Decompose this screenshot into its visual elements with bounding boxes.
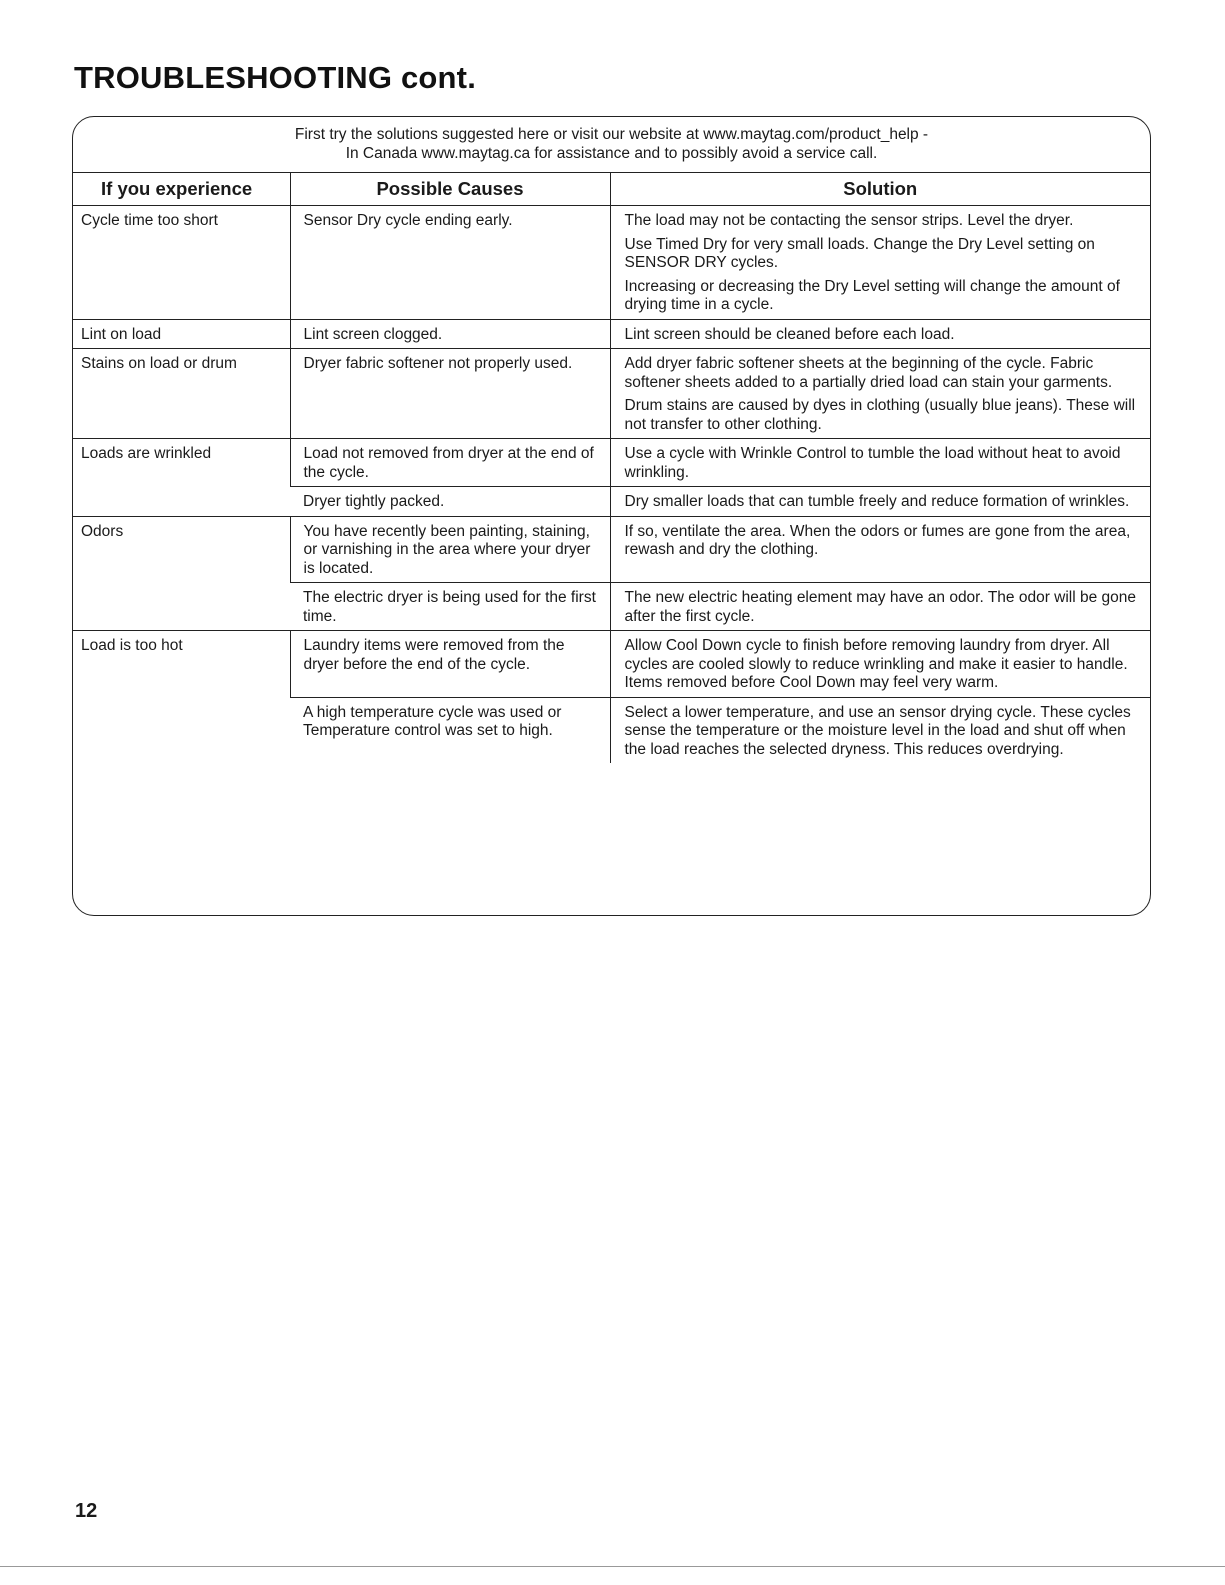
solution-paragraph: The load may not be contacting the sensor strips. Level the dryer.	[624, 212, 1074, 229]
solution-paragraph: Drum stains are caused by dyes in clothing (usually blue jeans). These will not transfer to other clothing.	[624, 397, 1136, 433]
solution-paragraph: Allow Cool Down cycle to finish before removing laundry from dryer. All cycles are cooled slowly to reduce wrinkling and make it easier to handle. Items removed before Cool Down may feel very warm.	[624, 637, 1128, 691]
problem-cell: Odors	[73, 516, 290, 631]
cause-cell: Sensor Dry cycle ending early.	[290, 206, 610, 320]
solution-cell	[610, 349, 1150, 439]
cause-cell: A high temperature cycle was used or Temperature control was set to high.	[290, 697, 610, 763]
table-row	[73, 319, 1150, 349]
table-row	[73, 631, 1150, 698]
solution-paragraph: Add dryer fabric softener sheets at the beginning of the cycle. Fabric softener sheets added to a partially dried load can stain your garments.	[624, 355, 1113, 391]
cause-cell: You have recently been painting, staining, or varnishing in the area where your dryer is located.	[290, 516, 610, 583]
problem-cell: Lint on load	[73, 319, 290, 349]
table-row	[73, 206, 1150, 320]
solution-cell	[610, 206, 1150, 320]
cause-cell: Lint screen clogged.	[290, 319, 610, 349]
troubleshooting-table	[73, 173, 1150, 763]
header-solution: Solution	[610, 173, 1150, 206]
table-row	[73, 439, 1150, 487]
problem-cell: Load is too hot	[73, 631, 290, 764]
page-number: 12	[75, 1500, 98, 1522]
header-causes: Possible Causes	[290, 173, 610, 206]
cause-cell: Laundry items were removed from the dryer before the end of the cycle.	[290, 631, 610, 698]
cause-cell: Dryer fabric softener not properly used.	[290, 349, 610, 439]
problem-cell: Loads are wrinkled	[73, 439, 290, 517]
table-row	[73, 349, 1150, 439]
solution-cell	[610, 319, 1150, 349]
solution-paragraph: Lint screen should be cleaned before each load.	[624, 325, 955, 343]
solution-paragraph: Increasing or decreasing the Dry Level setting will change the amount of drying time in a cycle.	[624, 277, 1120, 313]
solution-cell	[610, 487, 1150, 517]
table-header-row	[73, 173, 1150, 206]
table-body	[73, 206, 1150, 764]
page-bottom-divider	[0, 1566, 1225, 1567]
solution-paragraph: If so, ventilate the area. When the odors or fumes are gone from the area, rewash and dry the clothing.	[624, 522, 1131, 558]
intro-line-1: First try the solutions suggested here or visit our website at www.maytag.com/product_help -	[294, 126, 929, 143]
solution-cell	[610, 697, 1150, 763]
page-title: TROUBLESHOOTING cont.	[74, 60, 477, 95]
problem-cell: Stains on load or drum	[73, 349, 290, 439]
intro-line-2: In Canada www.maytag.ca for assistance and to possibly avoid a service call.	[345, 145, 878, 162]
troubleshooting-box	[72, 116, 1151, 916]
header-problem: If you experience	[73, 173, 290, 206]
problem-cell: Cycle time too short	[73, 206, 290, 320]
cause-cell: Load not removed from dryer at the end of the cycle.	[290, 439, 610, 487]
solution-paragraph: Use Timed Dry for very small loads. Change the Dry Level setting on SENSOR DRY cycles.	[624, 235, 1095, 271]
solution-paragraph: Use a cycle with Wrinkle Control to tumble the load without heat to avoid wrinkling.	[624, 445, 1121, 481]
solution-paragraph: The new electric heating element may have an odor. The odor will be gone after the first cycle.	[624, 589, 1137, 625]
table-row	[73, 516, 1150, 583]
solution-cell	[610, 583, 1150, 631]
solution-cell	[610, 631, 1150, 698]
cause-cell: The electric dryer is being used for the first time.	[290, 583, 610, 631]
solution-paragraph: Select a lower temperature, and use an sensor drying cycle. These cycles sense the temperature or the moisture level in the load and shut off when the load reaches the selected dryness. This reduces overdrying.	[624, 703, 1131, 758]
intro-note	[73, 117, 1150, 173]
solution-paragraph: Dry smaller loads that can tumble freely and reduce formation of wrinkles.	[624, 493, 1130, 510]
cause-cell: Dryer tightly packed.	[290, 487, 610, 517]
solution-cell	[610, 516, 1150, 583]
solution-cell	[610, 439, 1150, 487]
